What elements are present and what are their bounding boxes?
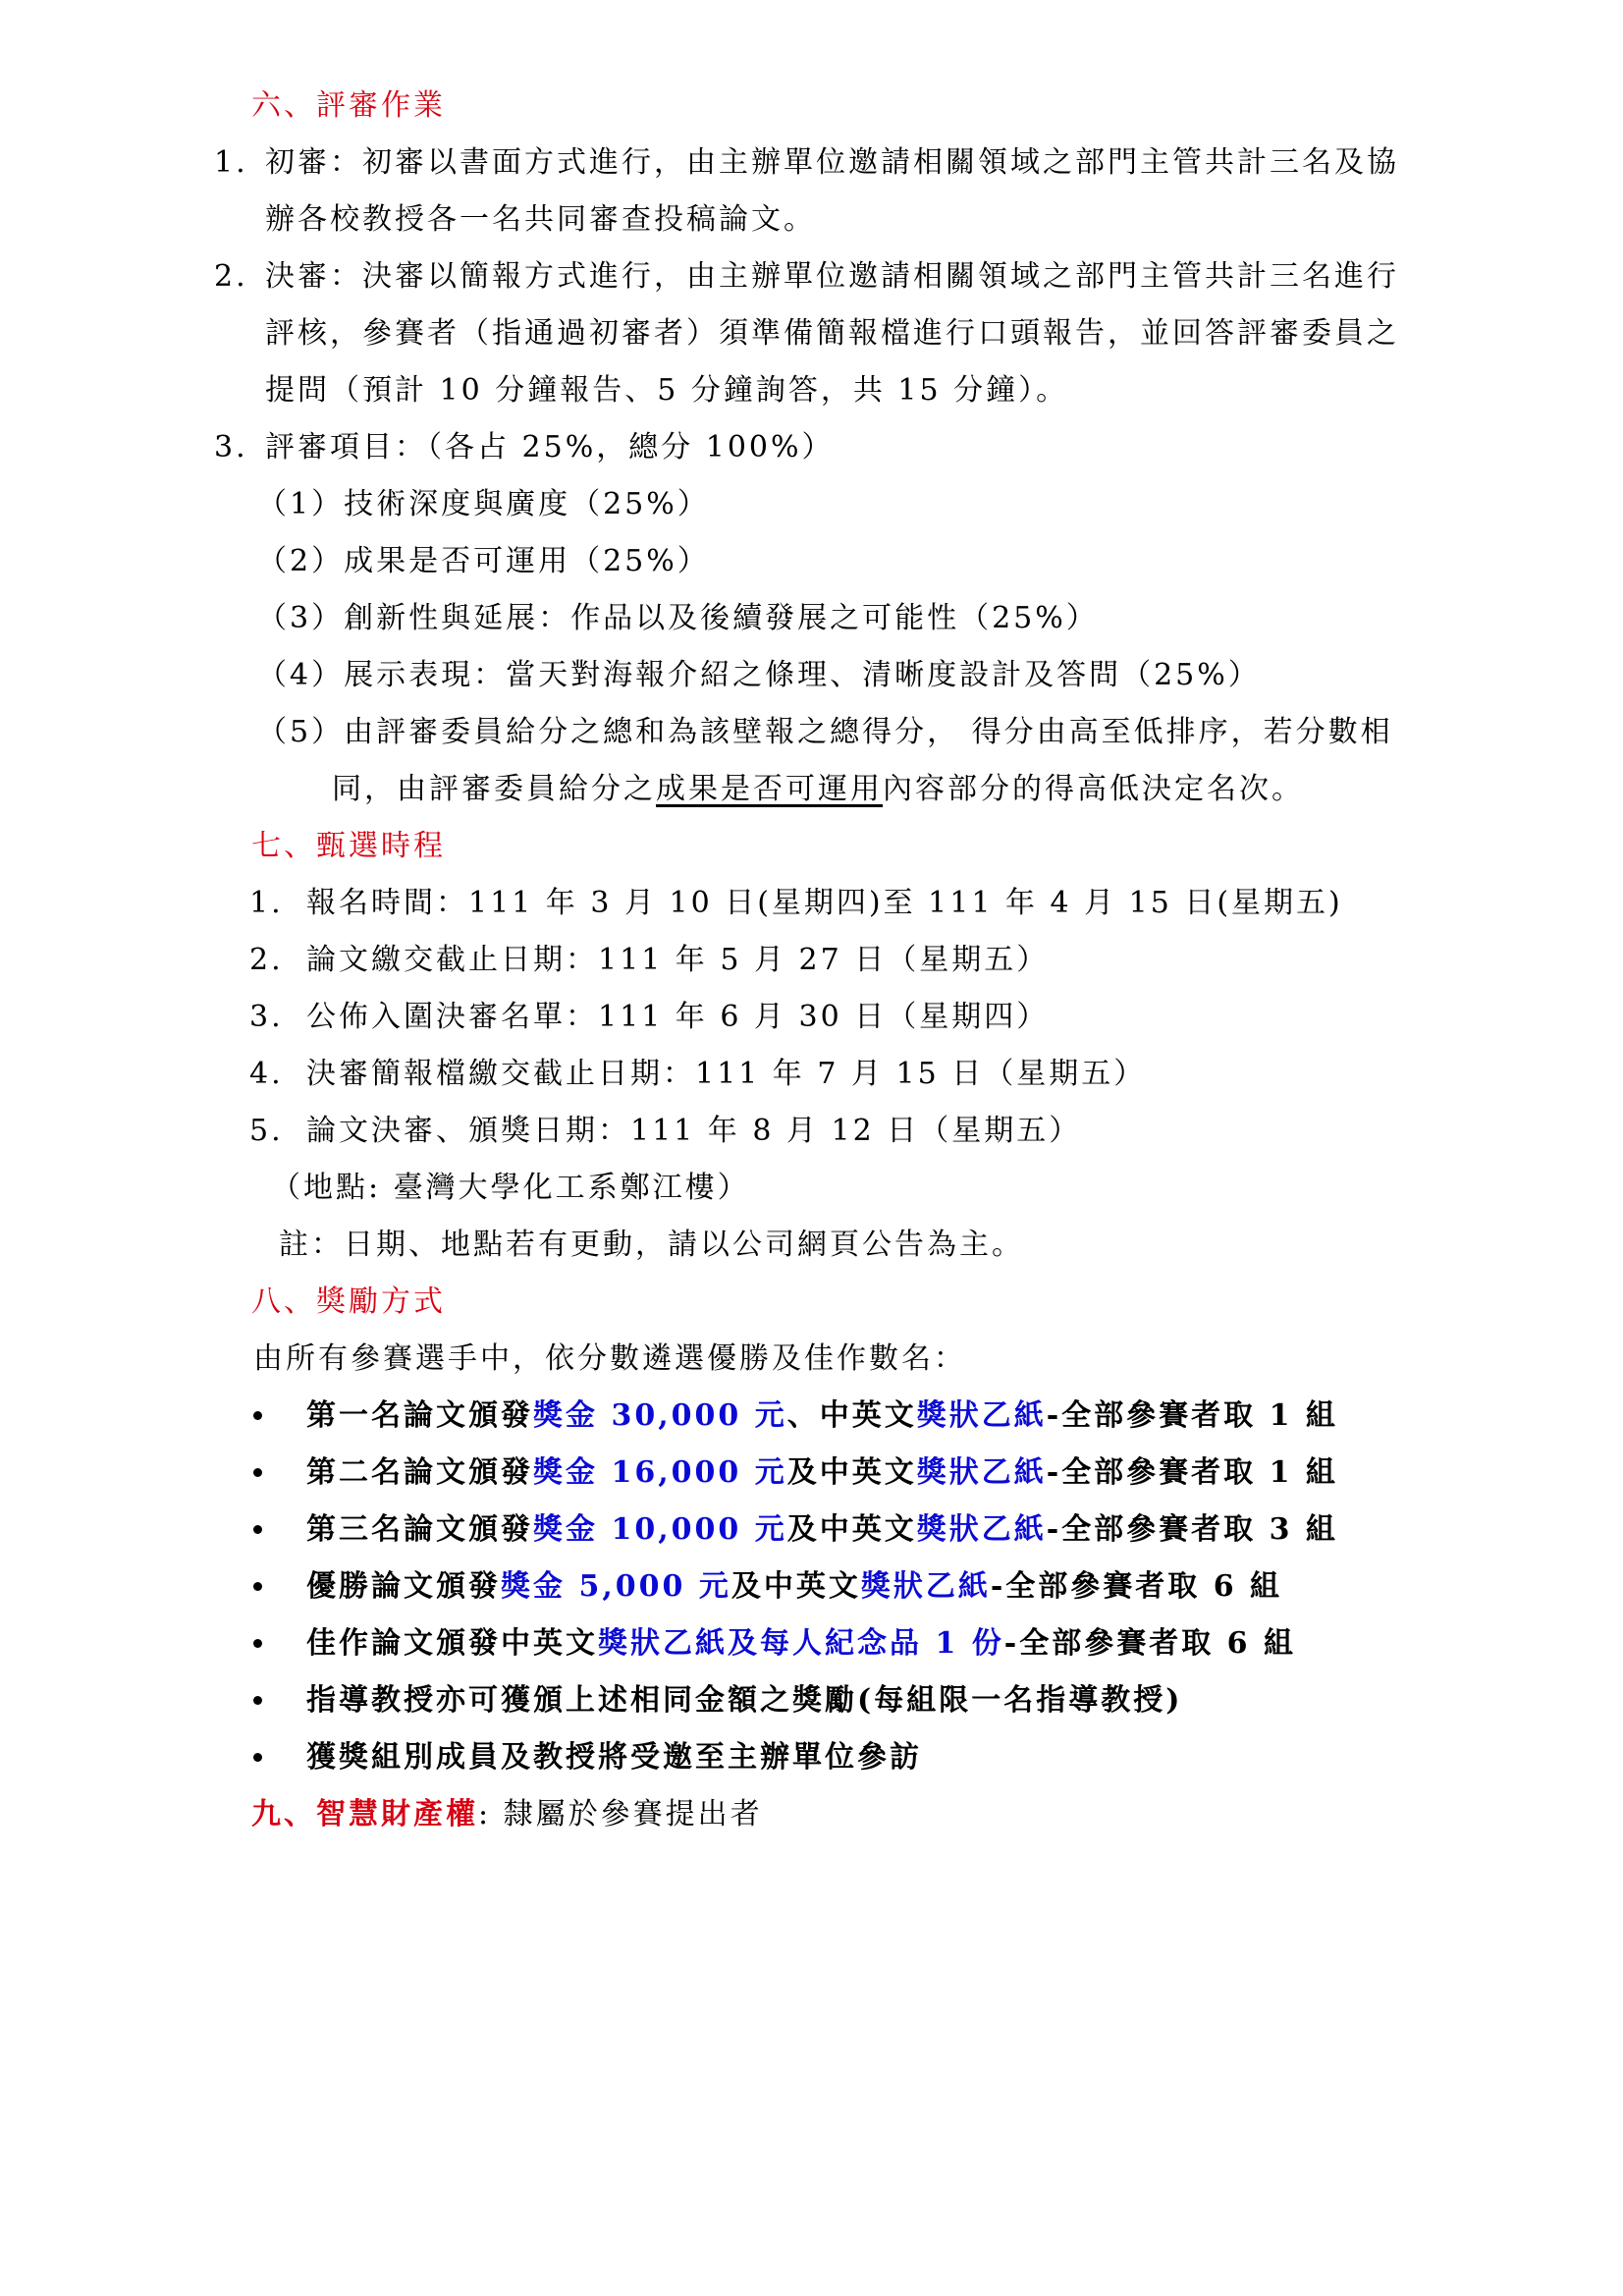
section7-heading: 七、甄選時程: [251, 829, 446, 863]
schedule-item: 報名時間：111 年 3 月 10 日(星期四)至 111 年 4 月 15 日(星期五): [306, 886, 1343, 920]
criteria-item: （2）成果是否可運用（25%）: [257, 544, 710, 578]
criteria-item: （5）由評審委員給分之總和為該壁報之總得分， 得分由高至低排序，若分數相: [257, 715, 1393, 749]
award-item: 指導教授亦可獲頒上述相同金額之獎勵(每組限一名指導教授): [306, 1683, 1183, 1718]
bullet-icon: [253, 1696, 262, 1705]
award-prize: 獎金 10,000 元: [533, 1512, 787, 1547]
schedule-item: 決審簡報檔繳交截止日期：111 年 7 月 15 日（星期五）: [306, 1057, 1147, 1091]
award-quota: -全部參賽者取 6 組: [1003, 1626, 1296, 1661]
bullet-icon: [253, 1639, 262, 1648]
list-item-text: 辦各校教授各一名共同審查投稿論文。: [265, 202, 816, 237]
criteria-text: 內容部分的得高低決定名次。: [883, 772, 1304, 806]
list-number: 3.: [249, 1000, 284, 1034]
award-certificate: 獎狀乙紙: [916, 1512, 1047, 1547]
list-item-text: 提問（預計 10 分鐘報告、5 分鐘詢答，共 15 分鐘）。: [265, 373, 1069, 408]
list-item-text: 評審項目：（各占 25%，總分 100%）: [265, 430, 835, 465]
award-text: 、中英文: [786, 1398, 917, 1433]
schedule-item: 論文決審、頒獎日期：111 年 8 月 12 日（星期五）: [306, 1114, 1082, 1148]
award-item: 獲獎組別成員及教授將受邀至主辦單位參訪: [306, 1740, 922, 1775]
criteria-item: （4）展示表現：當天對海報介紹之條理、清晰度設計及答問（25%）: [257, 658, 1261, 692]
list-number: 5.: [249, 1114, 284, 1148]
award-certificate: 獎狀乙紙: [860, 1569, 991, 1604]
award-quota: -全部參賽者取 3 組: [1046, 1512, 1338, 1547]
section8-heading: 八、獎勵方式: [251, 1285, 446, 1319]
award-quota: -全部參賽者取 1 組: [1046, 1455, 1338, 1490]
award-text: 及中英文: [730, 1569, 861, 1604]
award-item: [306, 1567, 1282, 1607]
award-prize: 獎金 5,000 元: [501, 1569, 731, 1604]
list-item-text: 評核，參賽者（指通過初審者）須準備簡報檔進行口頭報告，並回答評審委員之: [265, 316, 1399, 351]
award-item: [306, 1624, 1296, 1664]
award-item: [306, 1510, 1338, 1550]
criteria-text: 同，由評審委員給分之: [332, 772, 656, 806]
list-number: 2.: [249, 943, 284, 977]
award-quota: -全部參賽者取 1 組: [1046, 1398, 1338, 1433]
award-item: [306, 1453, 1338, 1493]
bullet-icon: [253, 1582, 262, 1591]
award-text: 第三名論文頒發: [306, 1512, 533, 1547]
award-quota: -全部參賽者取 6 組: [990, 1569, 1283, 1604]
location-note: （地點: 臺灣大學化工系鄭江樓）: [271, 1171, 750, 1205]
underlined-text: 成果是否可運用: [656, 772, 883, 806]
section9-line: [251, 1795, 763, 1834]
award-text: 第一名論文頒發: [306, 1398, 533, 1433]
award-certificate: 獎狀乙紙: [916, 1398, 1047, 1433]
list-item-text: 初審：初審以書面方式進行，由主辦單位邀請相關領域之部門主管共計三名及協: [265, 145, 1399, 180]
criteria-item: （3）創新性與延展：作品以及後續發展之可能性（25%）: [257, 601, 1099, 635]
bullet-icon: [253, 1525, 262, 1534]
award-certificate: 獎狀乙紙: [916, 1455, 1047, 1490]
criteria-item: （1）技術深度與廣度（25%）: [257, 487, 710, 521]
award-text: 第二名論文頒發: [306, 1455, 533, 1490]
award-text: 及中英文: [786, 1512, 917, 1547]
awards-intro: 由所有參賽選手中，依分數遴選優勝及佳作數名：: [253, 1341, 966, 1376]
list-number: 4.: [249, 1057, 284, 1091]
list-number: 1.: [249, 886, 284, 920]
schedule-item: 公佈入圍決審名單：111 年 6 月 30 日（星期四）: [306, 1000, 1050, 1034]
list-number: 2.: [214, 259, 248, 294]
award-item: [306, 1396, 1338, 1436]
award-prize: 獎金 30,000 元: [533, 1398, 787, 1433]
bullet-icon: [253, 1753, 262, 1762]
section9-heading: 九、智慧財產權: [251, 1797, 478, 1831]
award-certificate: 獎狀乙紙及每人紀念品 1 份: [598, 1626, 1004, 1661]
section6-heading: 六、評審作業: [251, 88, 446, 123]
award-prize: 獎金 16,000 元: [533, 1455, 787, 1490]
criteria-item-continuation: [332, 770, 1304, 809]
change-note: 註：日期、地點若有更動，請以公司網頁公告為主。: [279, 1228, 1024, 1262]
bullet-icon: [253, 1411, 262, 1420]
list-number: 1.: [214, 145, 248, 180]
section9-text: : 隸屬於參賽提出者: [478, 1797, 763, 1831]
list-number: 3.: [214, 430, 248, 465]
list-item-text: 決審：決審以簡報方式進行，由主辦單位邀請相關領域之部門主管共計三名進行: [265, 259, 1399, 294]
schedule-item: 論文繳交截止日期：111 年 5 月 27 日（星期五）: [306, 943, 1050, 977]
award-text: 優勝論文頒發: [306, 1569, 501, 1604]
bullet-icon: [253, 1468, 262, 1477]
award-text: 及中英文: [786, 1455, 917, 1490]
award-text: 佳作論文頒發中英文: [306, 1626, 598, 1661]
